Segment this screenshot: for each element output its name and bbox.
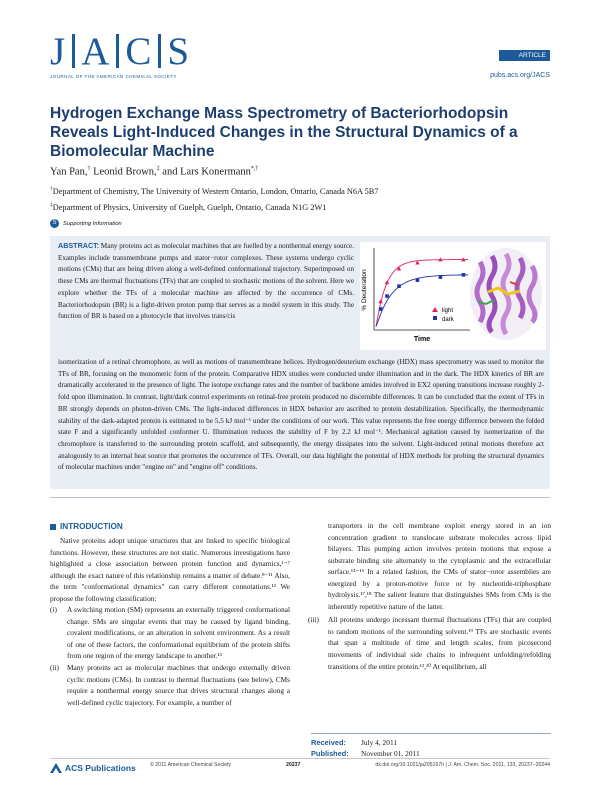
paper-title: Hydrogen Exchange Mass Spectrometry of Bacteriorhodopsin Reveals Light-Induced Changes in the Structural Dynamics of a Biomolecular Machine	[50, 105, 518, 160]
list-item-iii	[308, 614, 551, 672]
list-item-ii	[50, 662, 290, 708]
point-dark-3	[416, 278, 420, 282]
supporting-information-link[interactable]	[50, 219, 122, 228]
list-item-iii-text: All proteins undergo incessant thermal fluctuations (TFs) that are coupled to random motions of the surrounding solvent.¹⁹ TFs are stochastic events that span a multitude of time and length scales, from picosecond movements of individual side chains to infrequent unfolding/refolding transitions of the entire protein.¹²,²⁰ At equilibrium, all	[328, 615, 551, 671]
published-date: November 01, 2011	[361, 749, 420, 758]
journal-url-link[interactable]: pubs.acs.org/JACS	[490, 72, 550, 79]
list-item-i	[50, 604, 290, 662]
affiliation-2-mark: ‡	[50, 202, 53, 208]
toc-graphic	[360, 242, 546, 350]
supporting-info-label: Supporting Information	[63, 220, 122, 227]
doi-citation[interactable]: dx.doi.org/10.1021/ja205197h | J. Am. Chem. Soc. 2011, 133, 20237–20244	[375, 762, 550, 768]
legend-dark-marker	[433, 316, 437, 320]
protein-structure-illustration	[470, 248, 542, 340]
author-list	[50, 166, 258, 178]
page-number: 20237	[286, 762, 301, 768]
point-dark-2	[397, 284, 401, 288]
list-item-ii-label: (ii)	[50, 663, 59, 673]
point-light-1	[385, 280, 389, 284]
series-dark-curve	[376, 275, 468, 327]
legend-light-marker	[432, 307, 438, 312]
point-dark-1	[385, 294, 389, 298]
point-dark-0	[379, 307, 383, 311]
section-bullet-icon	[50, 524, 56, 530]
author-1: Yan Pan,	[50, 166, 88, 178]
logo-letter-j: J	[50, 30, 67, 73]
point-light-0	[378, 299, 382, 303]
affiliation-2-text: Department of Physics, University of Guelph, Guelph, Ontario, Canada N1G 2W1	[52, 202, 327, 212]
left-column	[50, 535, 290, 708]
author-3-mark: *,†	[250, 166, 259, 172]
copyright-notice: © 2011 American Chemical Society	[150, 762, 231, 768]
abstract-text-narrow: Many proteins act as molecular machines that are fuelled by a nonthermal energy source. Examples include transmembrane pumps and stator−rotor complexes. These systems undergo cyclic motions (CMs) that are being driven along a well-defined conformational trajectory. Superimposed on these CMs are thermal fluctuations (TFs) that are coupled to stochastic motions of the solvent. Here we explore whether the TFs of a molecular machine are affected by the occurrence of CMs. Bacteriorhodopsin (BR) is a light-driven proton pump that serves as a model system in this study. The function of BR is based on a photocycle that involves trans/cis	[58, 242, 354, 321]
received-label: Received:	[311, 738, 346, 747]
right-column	[308, 520, 551, 672]
logo-letter-c: C	[125, 30, 153, 73]
point-dark-4	[439, 275, 443, 279]
dates-divider	[311, 733, 551, 734]
section-divider	[50, 497, 550, 498]
affiliation-1	[50, 186, 378, 196]
abstract-text-wide-2: 5.5 kJ mol⁻¹ under the conditions of our work. This value represents the free energy difference between the folded state F and a significantly unfolded conformer U. Illumination reduces the stability of F by 2.2 kJ mol⁻¹. Mechanical agitation caused by isomerization of the chromophore is transferred to the surrounding protein scaffold, and subsequently, the energy dissipates into the solvent. Light-induced retinal motions therefore act analogously to an internal heat source that promotes the occurrence of TFs. Overall, our data highlight the potential of HDX methods for probing the structural dynamics of molecular machines under "engine on" and "engine off" conditions.	[58, 416, 544, 472]
list-item-i-label: (i)	[50, 605, 57, 615]
received-line	[311, 738, 397, 747]
affiliation-2	[50, 202, 327, 212]
intro-paragraph-right: transporters in the cell membrane exploit energy stored in an ion concentration gradient to translocate substrate molecules across lipid bilayers. This pumping action involves protein motions that expose a substrate binding site alternately to the cytoplasmic and the extracellular surface.¹⁴⁻¹⁶ In a related fashion, the CMs of stator−rotor assemblies are energized by a proton-motive force or by nucleotide-triphosphate hydrolysis.¹⁷,¹⁸ The salient feature that distinguishes SMs from CMs is the inherently repetitive nature of the latter.	[328, 521, 551, 611]
intro-paragraph-1: Native proteins adopt unique structures that are linked to specific biological functions. However, these structures are not static. Numerous investigations have highlighted a close association between protein function and dynamics,¹⁻⁷ although the exact nature of this relationship remains a matter of debate.⁸⁻¹¹ Also, the term "conformational dynamics" can carry different connotations.¹² We propose the following classification:	[50, 536, 290, 603]
section-heading-introduction	[50, 522, 123, 531]
author-2: Leonid Brown,	[90, 166, 157, 178]
abstract-text-wide-1: isomerization of a retinal chromophore, as well as motions of transmembrane helices. Hydrogen/deuterium exchange (HDX) mass spectrometry was used to monitor the TFs of BR, focusing on the monomeric form of the protein. Comparative HDX studies were conducted under illumination and in the dark. The HDX kinetics of BR are dramatically accelerated in the presence of light. The isotope exchange rates and the number of backbone amides involved in EX2 opening transitions increase roughly 2-fold upon illumination. In contrast, light/dark control experiments on retinal-free protein produced no discernible differences. It can be concluded that the extent of TFs in BR strongly depends on photon-driven CMs. The light-induced differences in HDX behavior are ascribed to protein destabilization. Specifically, the thermodynamic stability of the dark-adapted protein is estimated to be	[58, 358, 544, 425]
list-item-iii-label: (iii)	[308, 615, 319, 625]
legend-light: light	[442, 308, 454, 314]
publisher-name: ACS Publications	[65, 763, 136, 773]
x-axis-label: Time	[413, 336, 431, 343]
journal-logo	[50, 30, 191, 73]
article-type-badge: ARTICLE	[499, 50, 550, 61]
footer-divider	[50, 758, 550, 759]
toc-series	[376, 257, 468, 326]
published-line	[311, 749, 420, 758]
toc-chart	[360, 242, 546, 350]
list-item-ii-text: Many proteins act as molecular machines that undergo externally driven cyclic motions (CMs). In contrast to thermal fluctuations (see below), CMs require a nonthermal energy source that drives structural changes along a well-defined cyclic trajectory. For example, a number of	[67, 663, 290, 707]
acs-publications-logo	[50, 763, 136, 773]
abstract-label: ABSTRACT:	[58, 241, 100, 250]
author-3: and Lars Konermann	[159, 166, 251, 178]
abstract-wide	[58, 357, 544, 474]
point-dark-5	[462, 273, 466, 277]
supporting-info-icon: S	[50, 219, 59, 228]
introduction-heading: INTRODUCTION	[60, 522, 123, 531]
list-item-i-text: A switching motion (SM) represents an externally triggered conformational change. SMs are singular events that may be caused by ligand binding, covalent modifications, or an alteration in solvent environment. As a result of one of these factors, the conformational equilibrium of the protein shifts from one region of the energy landscape to another.¹³	[67, 605, 290, 661]
series-light-curve	[376, 260, 468, 327]
journal-full-name: JOURNAL OF THE AMERICAN CHEMICAL SOCIETY	[50, 74, 177, 79]
affiliation-1-text: Department of Chemistry, The University of Western Ontario, London, Ontario, Canada N6A 5B7	[52, 186, 379, 196]
affiliation-1-mark: †	[50, 186, 53, 192]
logo-letter-a: A	[81, 30, 111, 73]
acs-logo-icon	[50, 763, 62, 773]
author-1-mark: †	[87, 166, 91, 172]
published-label: Published:	[311, 749, 349, 758]
legend-dark: dark	[442, 317, 454, 323]
author-2-mark: ‡	[156, 166, 160, 172]
y-axis-label: % Deuteration	[361, 269, 368, 311]
logo-letter-s: S	[167, 30, 191, 73]
abstract-narrow	[58, 240, 354, 323]
received-date: July 4, 2011	[361, 738, 398, 747]
